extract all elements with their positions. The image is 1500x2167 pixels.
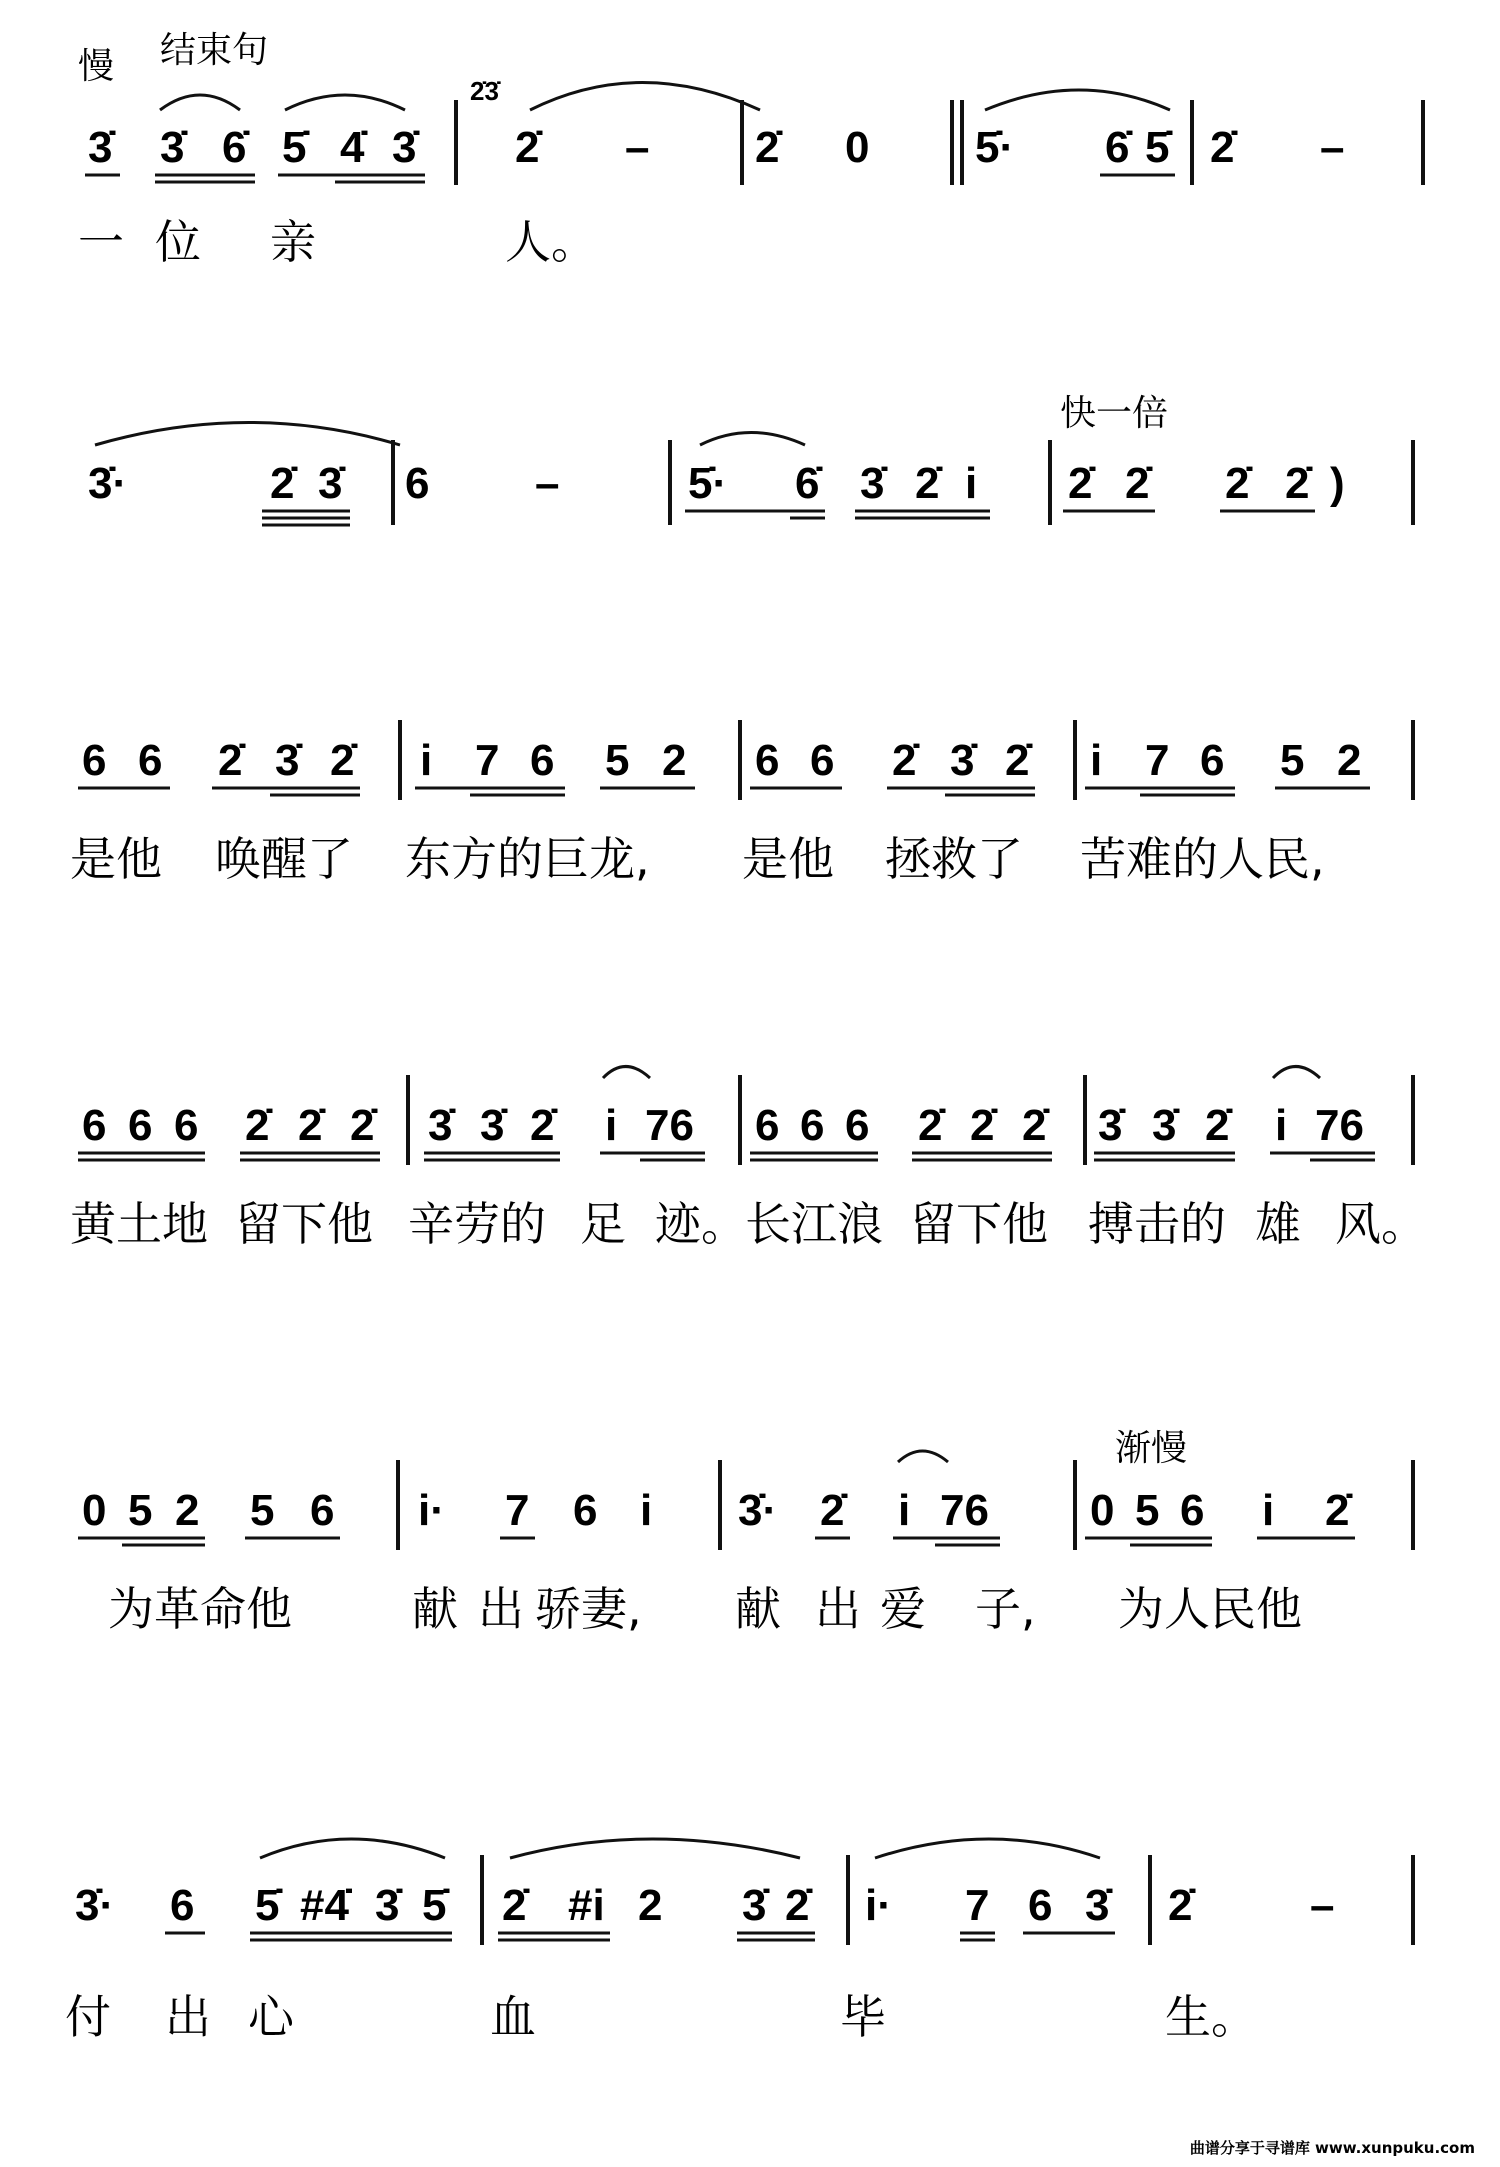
lyric: 一 [78,215,124,269]
dash: – [535,459,560,508]
note: 2̇ [1210,123,1235,172]
lyric: 为人民他 [1118,1582,1302,1636]
tempo-mark-faster: 快一倍 [1060,393,1169,434]
tempo-mark-ending: 结束句 [160,30,269,71]
note: 6 [405,459,430,508]
note: 6 [82,1101,107,1150]
note: 3̇ [428,1101,453,1150]
note: 2̇ [970,1101,995,1150]
slur [95,423,400,446]
measure [738,1451,1000,1545]
measure [750,1101,1052,1160]
slur [510,1839,800,1858]
note: 2̇ [245,1101,270,1150]
slur [603,1067,650,1079]
note: 2̇ [218,736,243,785]
lyric: 献 [412,1582,458,1636]
note: 5̇· [688,459,728,508]
note: 5̇ [1145,123,1170,172]
lyric: 是他 [70,832,162,886]
note: 5 [1280,736,1305,785]
note: 2̇ [1205,1101,1230,1150]
lyric: 东方的巨龙, [405,832,650,886]
note: 6̇ [222,123,247,172]
measure [1094,1067,1375,1161]
lyric: 付 [65,1990,111,2044]
measure [865,1839,1115,1940]
lyric: 子, [975,1582,1036,1636]
note: 6 [755,736,780,785]
lyric: 毕 [840,1990,886,2044]
measure [1085,736,1370,795]
tie [530,83,760,111]
note: i· [865,1881,892,1930]
lyric: 搏击的 [1088,1197,1226,1251]
note: 6 [800,1101,825,1150]
line-2 [88,393,1413,525]
tempo-mark-ritardando: 渐慢 [1115,1428,1188,1469]
lyric: 生。 [1165,1990,1257,2044]
note: 5̇ [255,1881,280,1930]
lyric: 血 [490,1990,536,2044]
note: 6 [138,736,163,785]
note: 3̇ [318,459,343,508]
line-4 [70,1067,1427,1252]
measure [78,736,360,795]
lyric: 唤醒了 [215,832,353,886]
note: #4̇ [300,1881,349,1930]
note: i· [418,1486,445,1535]
lyric: 人。 [505,215,597,269]
lyric: 为革命他 [108,1582,292,1636]
measure [405,459,559,508]
dash: – [1320,123,1345,172]
note: 3̇· [88,459,128,508]
note: 7 [475,736,500,785]
lyric: 留下他 [235,1197,373,1251]
note: 3̇ [860,459,885,508]
slur [875,1839,1100,1858]
note: 3̇ [1152,1101,1177,1150]
note: 2 [1337,736,1362,785]
note: 3̇ [1085,1881,1110,1930]
lyric: 拯救了 [885,832,1023,886]
line-5 [78,1428,1413,1636]
lyric: 足 [580,1197,626,1251]
note: 2̇ [502,1881,527,1930]
lyric: 迹。 [655,1197,747,1251]
note: 7 [1145,736,1170,785]
note: 76 [940,1486,989,1535]
note: i [605,1101,618,1150]
slur [1273,1067,1320,1079]
note: i [1262,1486,1275,1535]
note: 2̇ [892,736,917,785]
note: 6 [530,736,555,785]
note: 3̇ [950,736,975,785]
lyric: 黄土地 [70,1197,208,1251]
note: 6 [755,1101,780,1150]
note: 2̇ [1005,736,1030,785]
grace-notes: 2̇3̇ [470,76,499,106]
note: 3̇ [375,1881,400,1930]
lyric: 苦难的人民, [1080,832,1325,886]
note: 2̇ [915,459,940,508]
measure [975,90,1175,175]
slur [700,433,805,446]
lyric: 风。 [1335,1197,1427,1251]
note: 7 [505,1486,530,1535]
note: i [420,736,433,785]
note: 5 [1135,1486,1160,1535]
note: 2̇ [1168,1881,1193,1930]
note: i [1090,736,1103,785]
measure [750,736,1035,795]
measure [498,1839,815,1940]
footer-credit: 曲谱分享于寻谱库 www.xunpuku.com [1189,2139,1475,2157]
slur [260,1839,445,1858]
measure [418,1486,652,1538]
note: 2 [175,1486,200,1535]
note: 2̇ [530,1101,555,1150]
note: 5 [128,1486,153,1535]
note: 6 [845,1101,870,1150]
note: 2̇ [1325,1486,1350,1535]
measure [415,736,695,795]
measure [1085,1486,1355,1545]
slur [285,95,405,110]
note: 6 [128,1101,153,1150]
note: 76 [645,1101,694,1150]
note: 6 [174,1101,199,1150]
line-6 [65,1839,1413,2044]
note: 6 [1200,736,1225,785]
note: 3̇ [160,123,185,172]
note: i [965,459,978,508]
note: 3̇ [1098,1101,1123,1150]
lyric: 位 [155,215,201,269]
lyric: 出 [815,1582,861,1636]
note: 2 [662,736,687,785]
lyric: 留下他 [910,1197,1048,1251]
line-1 [78,30,1423,269]
note: 6 [1180,1486,1205,1535]
measure [78,1486,340,1545]
note: 6̇ [795,459,820,508]
note: 2 [638,1881,663,1930]
note: 5̇· [975,123,1015,172]
note: 2̇ [1225,459,1250,508]
rest: 0 [845,123,870,172]
slur [985,90,1170,110]
lyric: 爱 [880,1582,926,1636]
dash: – [625,123,650,172]
note: 3̇· [738,1486,778,1535]
measure [1063,459,1345,511]
note: 3̇ [392,123,417,172]
note: 7 [965,1881,990,1930]
note: 5̇ [422,1881,447,1930]
note: 6 [310,1486,335,1535]
note: 3̇· [75,1881,115,1930]
note: 6̇ [1105,123,1130,172]
note: 6 [810,736,835,785]
measure [1168,1881,1334,1930]
measure [424,1067,705,1161]
lyric: 雄 [1255,1197,1301,1251]
line-3 [70,720,1413,886]
note: 2̇ [350,1101,375,1150]
lyric: 献 [735,1582,781,1636]
note: 3̇ [275,736,300,785]
note: 5̇ [282,123,307,172]
measure [85,95,425,182]
dash: – [1310,1881,1335,1930]
note: 3̇ [480,1101,505,1150]
measure [88,423,400,526]
lyric: 辛劳的 [408,1197,546,1251]
lyric: 是他 [742,832,834,886]
note: 6 [82,736,107,785]
note: 76 [1315,1101,1364,1150]
lyric: 出 [478,1582,524,1636]
lyric: 出 [165,1990,211,2044]
note: 0 [1090,1486,1115,1535]
note: i [1275,1101,1288,1150]
measure [78,1101,380,1160]
note: 4̇ [340,123,365,172]
note: i [898,1486,911,1535]
note: 2̇ [1022,1101,1047,1150]
note: 0 [82,1486,107,1535]
lyric: 亲 [270,215,316,269]
note: 2̇ [1285,459,1310,508]
tempo-mark-slow: 慢 [78,46,115,87]
note: 2̇ [785,1881,810,1930]
note: 2̇ [755,123,780,172]
note: i [640,1486,653,1535]
measure [685,433,990,519]
note: 2̇ [298,1101,323,1150]
note: 2̇ [515,123,540,172]
measure [75,1839,452,1940]
slur [898,1451,948,1462]
note: 2̇ [330,736,355,785]
note: 2̇ [1068,459,1093,508]
note: 3̇ [88,123,113,172]
paren: ) [1330,459,1345,508]
note: #i [568,1881,605,1930]
measure [755,123,869,172]
note: 6 [573,1486,598,1535]
note: 5 [250,1486,275,1535]
note: 6 [170,1881,195,1930]
note: 2̇ [820,1486,845,1535]
lyric: 长江浪 [745,1197,883,1251]
measure [1210,123,1344,172]
note: 2̇ [270,459,295,508]
note: 2̇ [918,1101,943,1150]
note: 5 [605,736,630,785]
slur [160,95,240,110]
note: 2̇ [1125,459,1150,508]
lyric: 骄妻, [535,1582,642,1636]
note: 6 [1028,1881,1053,1930]
measure [470,76,760,172]
note: 3̇ [742,1881,767,1930]
lyric: 心 [248,1990,294,2044]
